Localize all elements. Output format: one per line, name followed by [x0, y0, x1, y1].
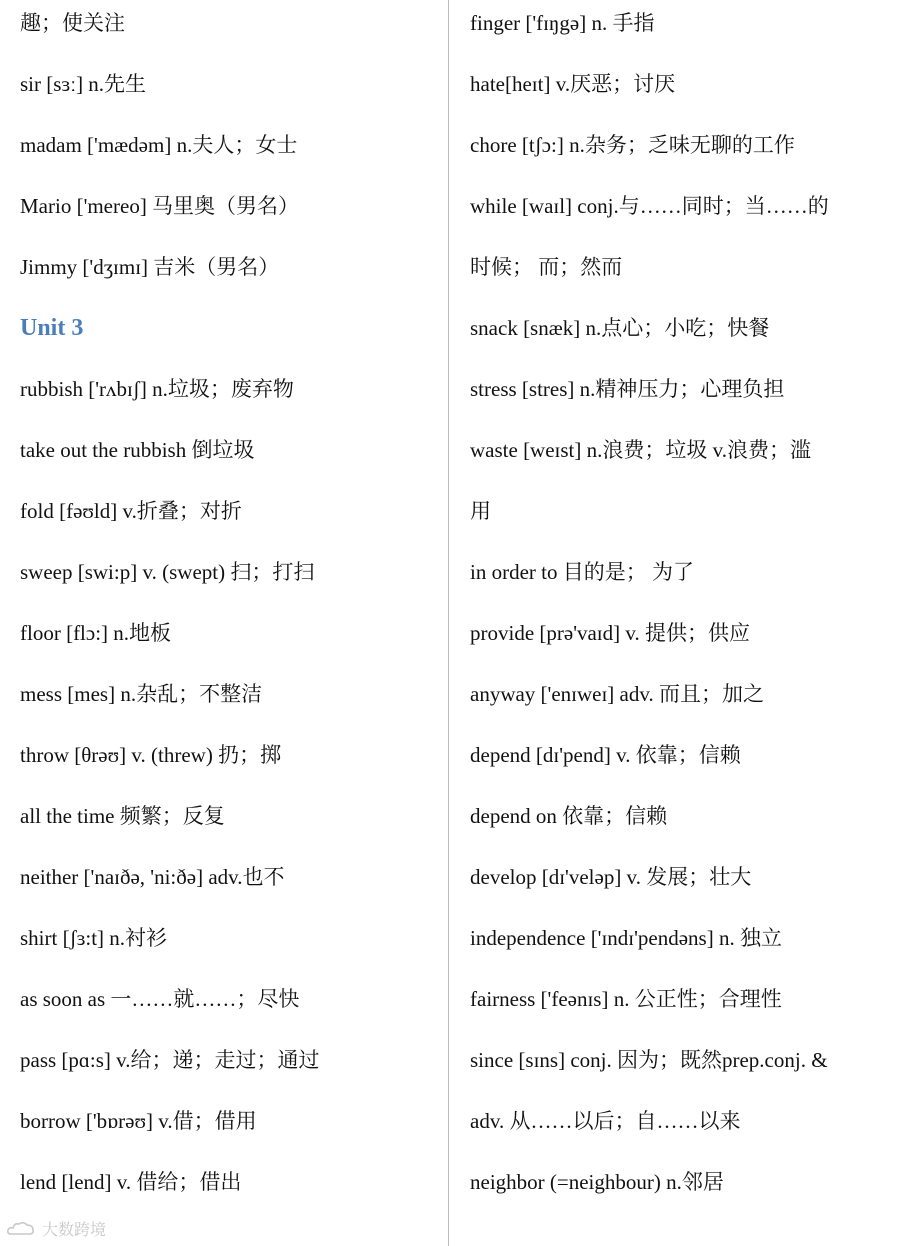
vocab-line: depend [dɪ'pend] v. 依靠；信赖 — [470, 743, 741, 767]
unit-heading: Unit 3 — [20, 315, 84, 341]
vocab-line: fold [fəʊld] v.折叠；对折 — [20, 499, 242, 523]
watermark-text: 大数跨境 — [42, 1220, 107, 1239]
vocab-line: adv. 从……以后；自……以来 — [470, 1109, 741, 1133]
vocab-line: snack [snæk] n.点心；小吃；快餐 — [470, 316, 770, 340]
vocab-line: chore [tʃɔ:] n.杂务；乏味无聊的工作 — [470, 133, 795, 157]
column-divider — [448, 0, 449, 1246]
watermark — [6, 1217, 106, 1240]
vocab-line: in order to 目的是； 为了 — [470, 560, 694, 584]
vocab-line: take out the rubbish 倒垃圾 — [20, 438, 255, 462]
vocab-line: fairness ['feənɪs] n. 公正性；合理性 — [470, 987, 782, 1011]
vocab-line: 用 — [470, 499, 491, 523]
vocab-line: hate[heɪt] v.厌恶；讨厌 — [470, 72, 676, 96]
vocab-line: as soon as 一……就……；尽快 — [20, 987, 300, 1011]
vocab-line: lend [lend] v. 借给；借出 — [20, 1170, 242, 1194]
vocab-line: neighbor (=neighbour) n.邻居 — [470, 1170, 724, 1194]
vocab-line: madam ['mædəm] n.夫人；女士 — [20, 133, 298, 157]
vocab-line: finger ['fɪŋgə] n. 手指 — [470, 11, 655, 35]
vocab-line: since [sɪns] conj. 因为；既然prep.conj. & — [470, 1048, 828, 1072]
vocab-line: neither ['naɪðə, 'ni:ðə] adv.也不 — [20, 865, 285, 889]
vocab-line: mess [mes] n.杂乱；不整洁 — [20, 682, 263, 706]
cloud-logo-icon — [6, 1220, 36, 1238]
vocab-line: 趣；使关注 — [20, 11, 125, 35]
vocab-line: develop [dɪ'veləp] v. 发展；壮大 — [470, 865, 752, 889]
vocab-line: pass [pɑ:s] v.给；递；走过；通过 — [20, 1048, 320, 1072]
vocab-line: throw [θrəʊ] v. (threw) 扔；掷 — [20, 743, 282, 767]
vocab-line: sir [sɜː] n.先生 — [20, 72, 147, 96]
vocab-line: anyway ['enɪweɪ] adv. 而且；加之 — [470, 682, 765, 706]
vocab-line: rubbish ['rʌbɪʃ] n.垃圾；废弃物 — [20, 377, 294, 401]
vocab-line: Jimmy ['dʒɪmɪ] 吉米（男名） — [20, 255, 280, 279]
vocab-line: provide [prə'vaɪd] v. 提供；供应 — [470, 621, 751, 645]
vocab-line: stress [stres] n.精神压力；心理负担 — [470, 377, 785, 401]
vocab-line: floor [flɔ:] n.地板 — [20, 621, 172, 645]
vocab-line: Mario ['mereo] 马里奥（男名） — [20, 194, 300, 218]
vocab-line: 时候； 而；然而 — [470, 255, 623, 279]
vocab-line: borrow ['bɒrəʊ] v.借；借用 — [20, 1109, 257, 1133]
vocab-line: all the time 频繁；反复 — [20, 804, 225, 828]
vocab-line: independence ['ɪndɪ'pendəns] n. 独立 — [470, 926, 782, 950]
vocab-line: while [waɪl] conj.与……同时；当……的 — [470, 194, 829, 218]
vocab-line: waste [weɪst] n.浪费；垃圾 v.浪费；滥 — [470, 438, 812, 462]
vocab-line: depend on 依靠；信赖 — [470, 804, 668, 828]
vocab-line: shirt [ʃɜ:t] n.衬衫 — [20, 926, 168, 950]
vocab-line: sweep [swi:p] v. (swept) 扫；打扫 — [20, 560, 315, 584]
